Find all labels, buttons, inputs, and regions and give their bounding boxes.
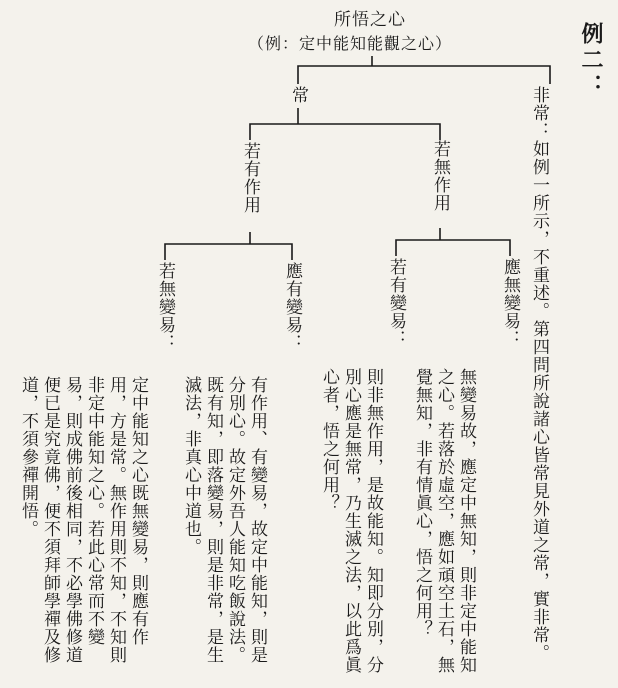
leaf-2-label: 應有變易： [282, 262, 302, 352]
leaf-2-text: 有作用、有變易，故定中能知，則是分別心。故定外吾人能知吃飯說法。既有知，即落變易，則是非常，是生滅法，非真心中道也。 [181, 376, 267, 664]
leaf-1-label: 若無變易： [155, 262, 175, 352]
root-title: 所悟之心 [334, 10, 406, 30]
root-bracket [298, 66, 550, 84]
leaf-1-text: 定中能知之心既無變易，則應有作用，方是常。無作用則不知，不知則非定中能知之心。若此心常而不變易，則成佛前後相同，不必學佛修道便已是究竟佛，便不須拜師學禪及修道，不須參禪開悟。 [18, 376, 148, 664]
leaf-3-text: 則非無作用，是故能知。知即分別，分別心應是無常，乃生滅之法，以此爲眞心者，悟之何用？ [319, 368, 383, 674]
node-has-function: 若有作用 [240, 142, 260, 214]
constant-bracket [250, 124, 440, 140]
no-function-bracket [396, 240, 510, 256]
branch-constant: 常 [288, 86, 308, 104]
leaf-3-label: 若有變易： [386, 258, 406, 348]
has-function-bracket [165, 244, 292, 260]
leaf-4-label: 應無變易： [500, 258, 520, 348]
leaf-4-text: 無變易故，應定中無知，則非定中能知之心。若落於虛空，應如頑空土石，無覺無知，非有情眞心，悟之何用？ [412, 368, 476, 674]
branch-nonconstant: 非常：如例一所示，不重述。第四問所說諸心皆常見外道之常，實非常。 [529, 86, 549, 662]
example-label: 例二： [578, 22, 604, 100]
node-no-function: 若無作用 [430, 140, 450, 212]
root-subtitle: （例：定中能知能觀之心） [248, 34, 453, 53]
